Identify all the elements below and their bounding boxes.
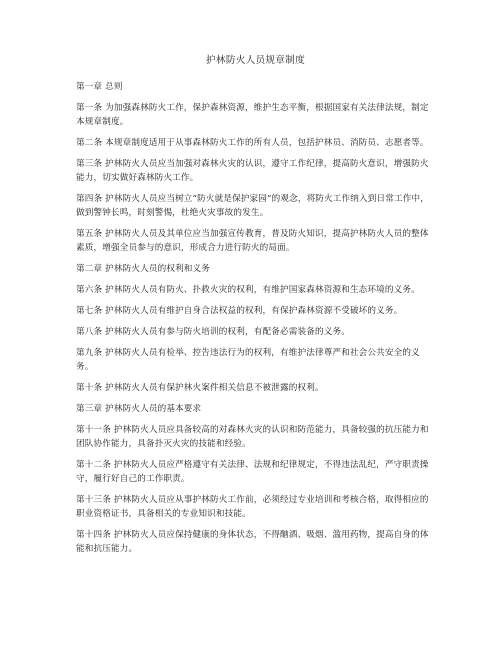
document-title: 护林防火人员规章制度 bbox=[206, 55, 305, 66]
article-12: 第十二条 护林防火人员应严格遵守有关法律、法规和纪律规定，不得违法乱纪，严守职责操守，履行好自己的工作职责。 bbox=[76, 460, 429, 484]
chapter-3-heading: 第三章 护林防火人员的基本要求 bbox=[76, 404, 202, 414]
article-1: 第一条 为加强森林防火工作，保护森林资源，维护生态平衡，根据国家有关法律法规，制定本规章制度。 bbox=[76, 103, 429, 127]
article-2: 第二条 本规章制度适用于从事森林防火工作的所有人员，包括护林员、消防员、志愿者等。 bbox=[76, 138, 429, 148]
article-8: 第八条 护林防火人员有参与防火培训的权利，有配备必需装备的义务。 bbox=[76, 327, 350, 337]
article-10: 第十条 护林防火人员有保护林火案件相关信息不被泄露的权利。 bbox=[76, 383, 324, 393]
article-9: 第九条 护林防火人员有检举、控告违法行为的权利，有维护法律尊严和社会公共安全的义务。 bbox=[76, 348, 420, 372]
article-7: 第七条 护林防火人员有维护自身合法权益的权利，有保护森林资源不受破坏的义务。 bbox=[76, 306, 403, 316]
chapter-1-heading: 第一章 总则 bbox=[76, 82, 123, 92]
article-5: 第五条 护林防火人员及其单位应当加强宣传教育，普及防火知识，提高护林防火人员的整体素质，增强全员参与的意识，形成合力进行防火的局面。 bbox=[76, 229, 429, 253]
article-3: 第三条 护林防火人员应当加强对森林火灾的认识，遵守工作纪律，提高防火意识，增强防火能力，切实做好森林防火工作。 bbox=[76, 159, 429, 183]
article-4: 第四条 护林防火人员应当树立“防火就是保护家园”的观念，将防火工作纳入到日常工作中，做到警钟长鸣，时刻警惕，杜绝火灾事故的发生。 bbox=[76, 194, 429, 218]
article-6: 第六条 护林防火人员有防火、扑救火灾的权利，有维护国家森林资源和生态环境的义务。 bbox=[76, 285, 420, 295]
chapter-2-heading: 第二章 护林防火人员的权利和义务 bbox=[76, 264, 211, 274]
article-11: 第十一条 护林防火人员应具备较高的对森林火灾的认识和防范能力，具备较强的抗压能力和团队协作能力，具备扑灭火灾的技能和经验。 bbox=[76, 425, 429, 449]
article-13: 第十三条 护林防火人员应从事护林防火工作前，必须经过专业培训和考核合格，取得相应的职业资格证书，具备相关的专业知识和技能。 bbox=[76, 495, 429, 519]
article-14: 第十四条 护林防火人员应保持健康的身体状态，不得酗酒、吸烟、滥用药物，提高自身的体能和抗压能力。 bbox=[76, 530, 429, 554]
